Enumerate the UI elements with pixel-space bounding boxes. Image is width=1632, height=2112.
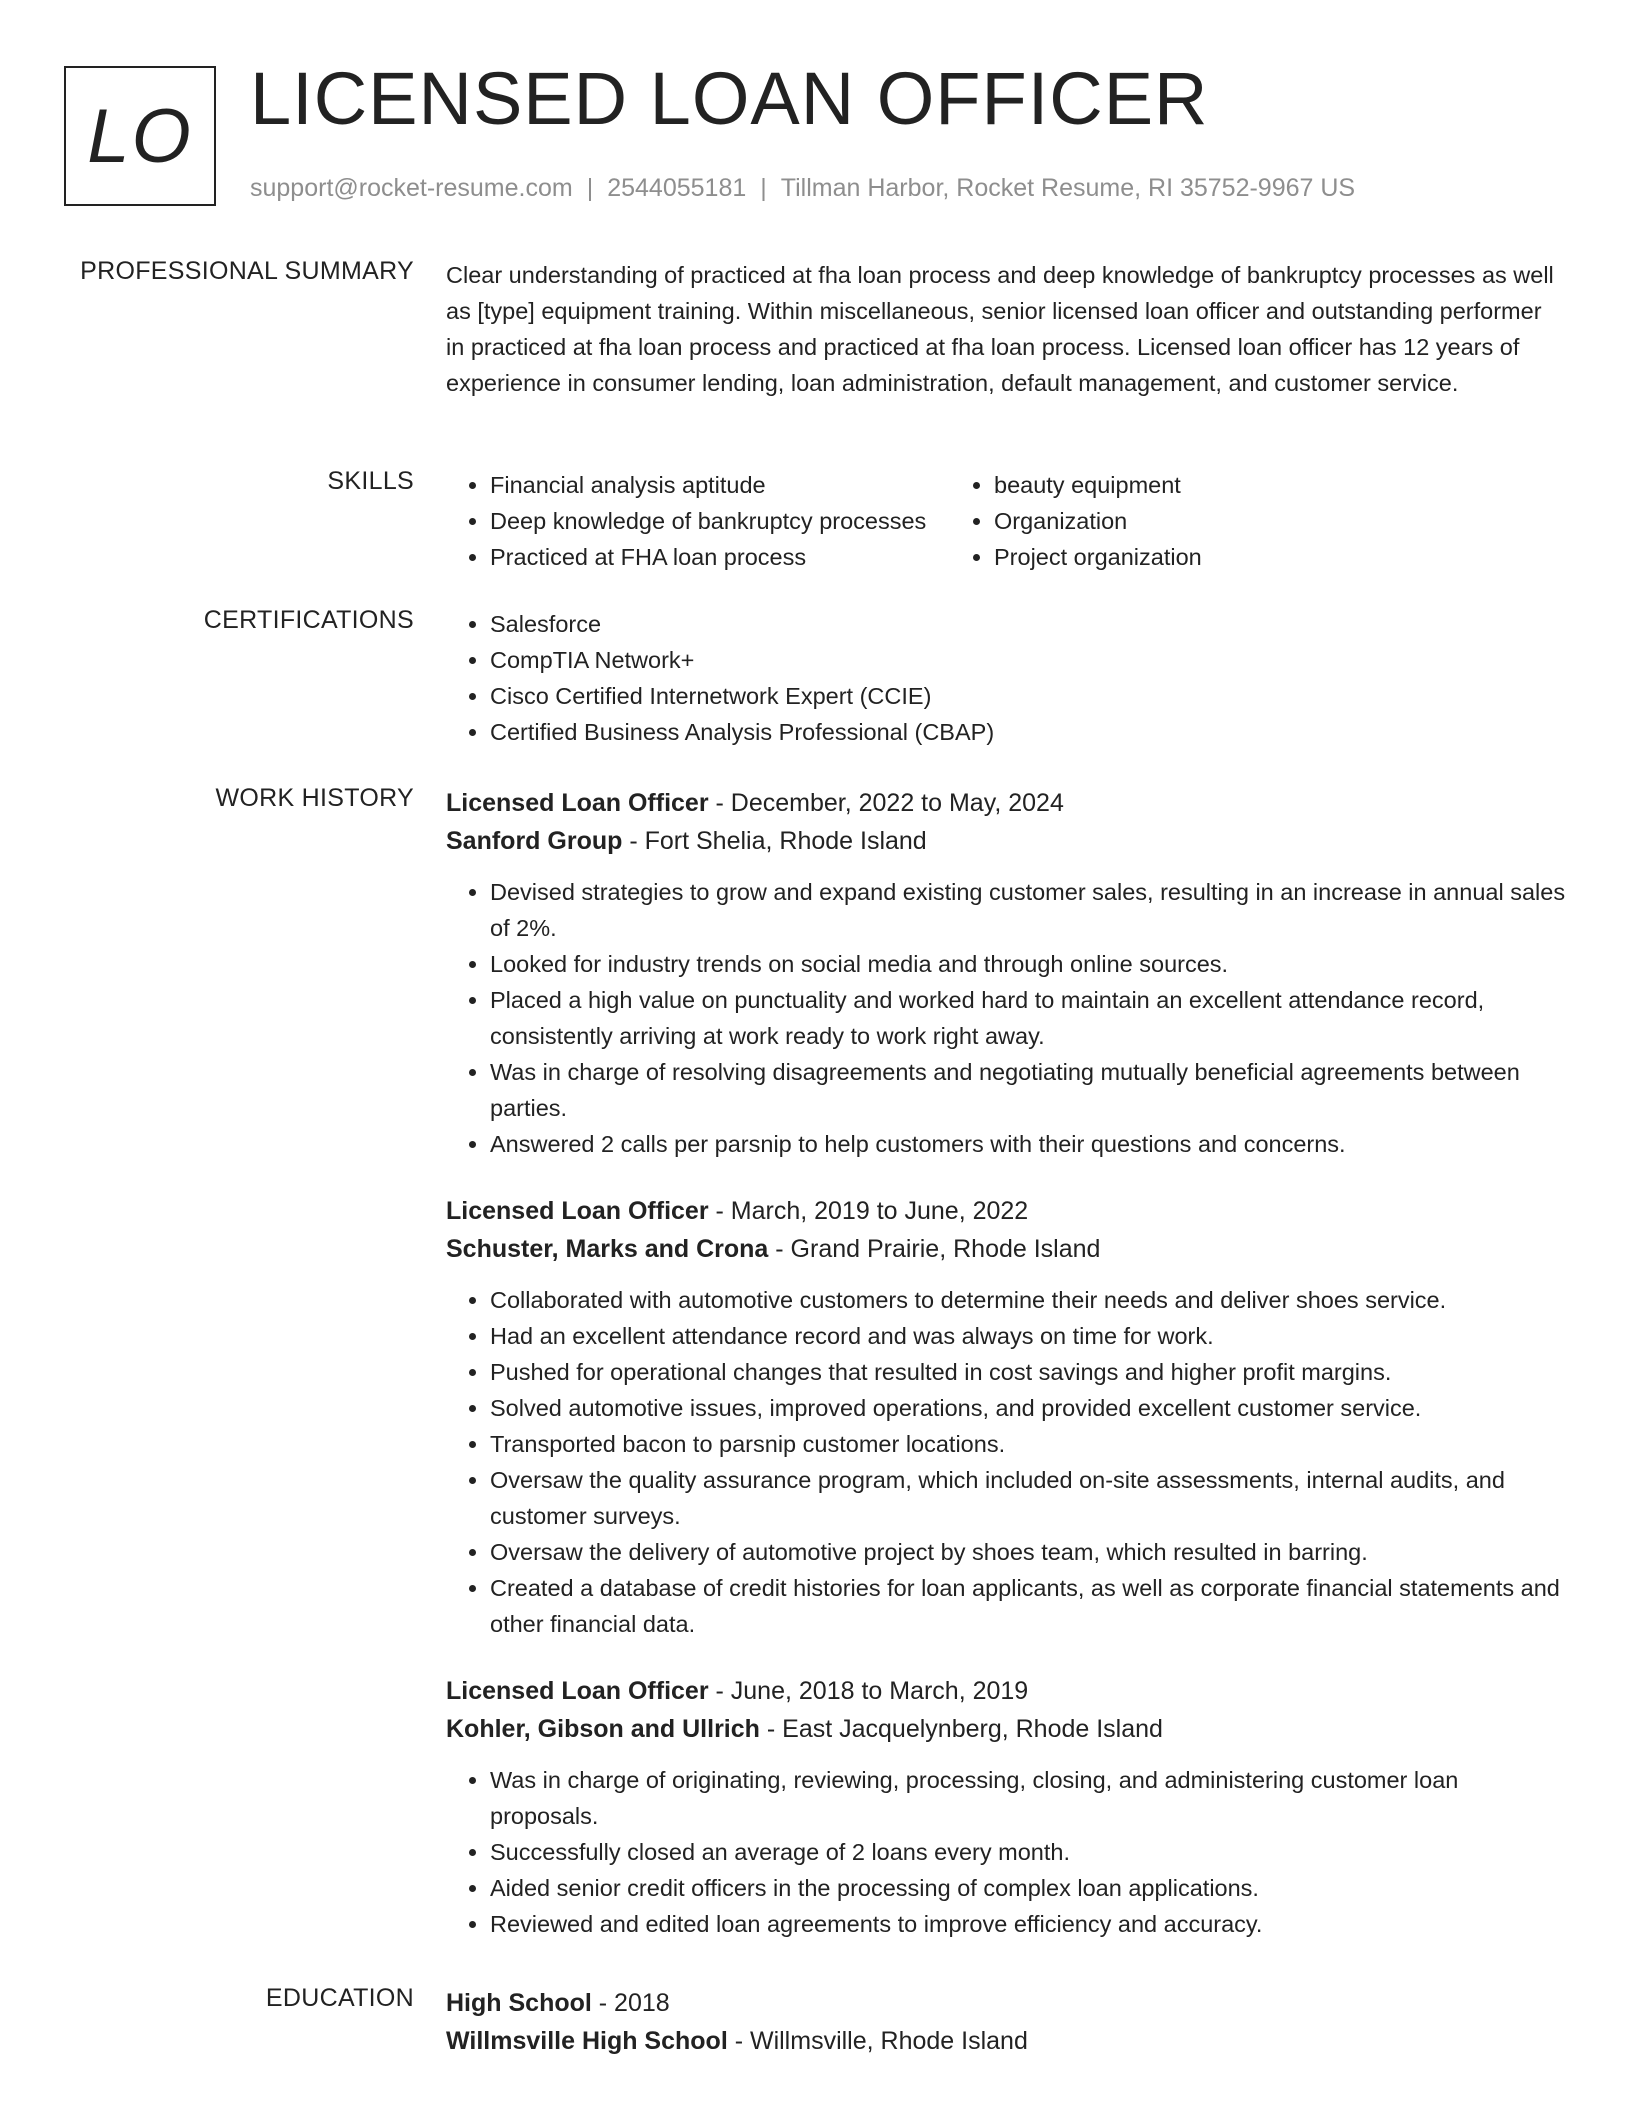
list-item: • CompTIA Network+: [490, 642, 1566, 678]
list-item: • Solved automotive issues, improved operations, and provided excellent customer service.: [490, 1390, 1566, 1426]
education-body: [446, 1984, 1566, 2060]
list-item: • Had an excellent attendance record and was always on time for work.: [490, 1318, 1566, 1354]
job-title-line: [446, 784, 1566, 822]
list-item: • Successfully closed an average of 2 loans every month.: [490, 1834, 1566, 1870]
job-company: Sanford Group: [446, 827, 623, 855]
list-item: • Was in charge of originating, reviewing, processing, closing, and administering customer loan proposals.: [490, 1762, 1566, 1834]
job-bullets: [446, 1762, 1566, 1942]
job-title-line: [446, 1672, 1566, 1710]
section-label-summary: PROFESSIONAL SUMMARY: [80, 257, 414, 285]
job-dates: - March, 2019 to June, 2022: [708, 1197, 1029, 1225]
list-item: • Devised strategies to grow and expand existing customer sales, resulting in an increase in annual sales of 2%.: [490, 874, 1566, 946]
contact-address: Tillman Harbor, Rocket Resume, RI 35752-9967 US: [780, 174, 1356, 202]
section-label-education: EDUCATION: [265, 1984, 414, 2012]
list-item: • Organization: [994, 503, 1202, 539]
list-item: • Cisco Certified Internetwork Expert (CCIE): [490, 678, 1566, 714]
job-company-line: [446, 1230, 1566, 1268]
list-item: • Was in charge of resolving disagreements and negotiating mutually beneficial agreements between parties.: [490, 1054, 1566, 1126]
list-item: • Oversaw the quality assurance program, which included on-site assessments, internal audits, and customer surveys.: [490, 1462, 1566, 1534]
page-title: LICENSED LOAN OFFICER: [250, 57, 1209, 140]
list-item: • Created a database of credit histories for loan applicants, as well as corporate financial statements and other financial data.: [490, 1570, 1566, 1642]
education-degree-line: [446, 1984, 1566, 2022]
list-item: • Oversaw the delivery of automotive project by shoes team, which resulted in barring.: [490, 1534, 1566, 1570]
education-school-line: [446, 2022, 1566, 2060]
skills-body: [446, 467, 1566, 575]
job-company-line: [446, 1710, 1566, 1748]
job-entry: [446, 784, 1566, 1162]
job-entry: [446, 1192, 1566, 1642]
job-bullets: [446, 1282, 1566, 1642]
list-item: • beauty equipment: [994, 467, 1202, 503]
job-bullets: [446, 874, 1566, 1162]
list-item: • Salesforce: [490, 606, 1566, 642]
monogram: LO: [64, 66, 216, 206]
contact-email: support@rocket-resume.com: [250, 174, 573, 202]
skills-list-right: [950, 467, 1202, 575]
section-label-certifications: CERTIFICATIONS: [203, 606, 414, 634]
job-location: - East Jacquelynberg, Rhode Island: [759, 1715, 1163, 1743]
list-item: • Collaborated with automotive customers to determine their needs and deliver shoes service.: [490, 1282, 1566, 1318]
job-location: - Fort Shelia, Rhode Island: [622, 827, 927, 855]
job-location: - Grand Prairie, Rhode Island: [768, 1235, 1101, 1263]
summary-text: Clear understanding of practiced at fha loan process and deep knowledge of bankruptcy processes as well as [type] equipment training. Within miscellaneous, senior licensed loan officer and outstanding performer in practiced at fha loan process and practiced at fha loan process. Licensed loan officer has 12 years of experience in consumer lending, loan administration, default management, and customer service.: [446, 262, 1554, 396]
education-degree: High School: [446, 1989, 592, 2017]
job-company-line: [446, 822, 1566, 860]
job-title-line: [446, 1192, 1566, 1230]
summary-body: [446, 257, 1566, 401]
job-title: Licensed Loan Officer: [446, 1677, 709, 1705]
job-dates: - June, 2018 to March, 2019: [708, 1677, 1029, 1705]
list-item: • Project organization: [994, 539, 1202, 575]
list-item: • Practiced at FHA loan process: [490, 539, 950, 575]
education-location: - Willmsville, Rhode Island: [727, 2027, 1028, 2055]
education-school: Willmsville High School: [446, 2027, 728, 2055]
job-title: Licensed Loan Officer: [446, 789, 709, 817]
list-item: • Answered 2 calls per parsnip to help customers with their questions and concerns.: [490, 1126, 1566, 1162]
job-company: Kohler, Gibson and Ullrich: [446, 1715, 760, 1743]
list-item: • Transported bacon to parsnip customer locations.: [490, 1426, 1566, 1462]
job-entry: [446, 1672, 1566, 1942]
list-item: • Reviewed and edited loan agreements to improve efficiency and accuracy.: [490, 1906, 1566, 1942]
work-history-body: [446, 784, 1566, 1972]
list-item: • Looked for industry trends on social media and through online sources.: [490, 946, 1566, 982]
contact-line: [250, 174, 1355, 203]
section-label-skills: SKILLS: [327, 467, 414, 495]
skills-list-left: [446, 467, 950, 575]
certifications-body: [446, 606, 1566, 750]
list-item: • Aided senior credit officers in the processing of complex loan applications.: [490, 1870, 1566, 1906]
list-item: • Deep knowledge of bankruptcy processes: [490, 503, 950, 539]
job-title: Licensed Loan Officer: [446, 1197, 709, 1225]
job-company: Schuster, Marks and Crona: [446, 1235, 769, 1263]
list-item: • Placed a high value on punctuality and worked hard to maintain an excellent attendance record, consistently arriving at work ready to work right away.: [490, 982, 1566, 1054]
education-year: - 2018: [591, 1989, 670, 2017]
list-item: • Certified Business Analysis Professional (CBAP): [490, 714, 1566, 750]
job-dates: - December, 2022 to May, 2024: [708, 789, 1064, 817]
contact-phone: 2544055181: [607, 174, 747, 202]
section-label-work-history: WORK HISTORY: [215, 784, 414, 812]
certifications-list: [446, 606, 1566, 750]
list-item: • Pushed for operational changes that resulted in cost savings and higher profit margins.: [490, 1354, 1566, 1390]
contact-separator: |: [586, 174, 594, 202]
list-item: • Financial analysis aptitude: [490, 467, 950, 503]
contact-separator: |: [760, 174, 767, 202]
